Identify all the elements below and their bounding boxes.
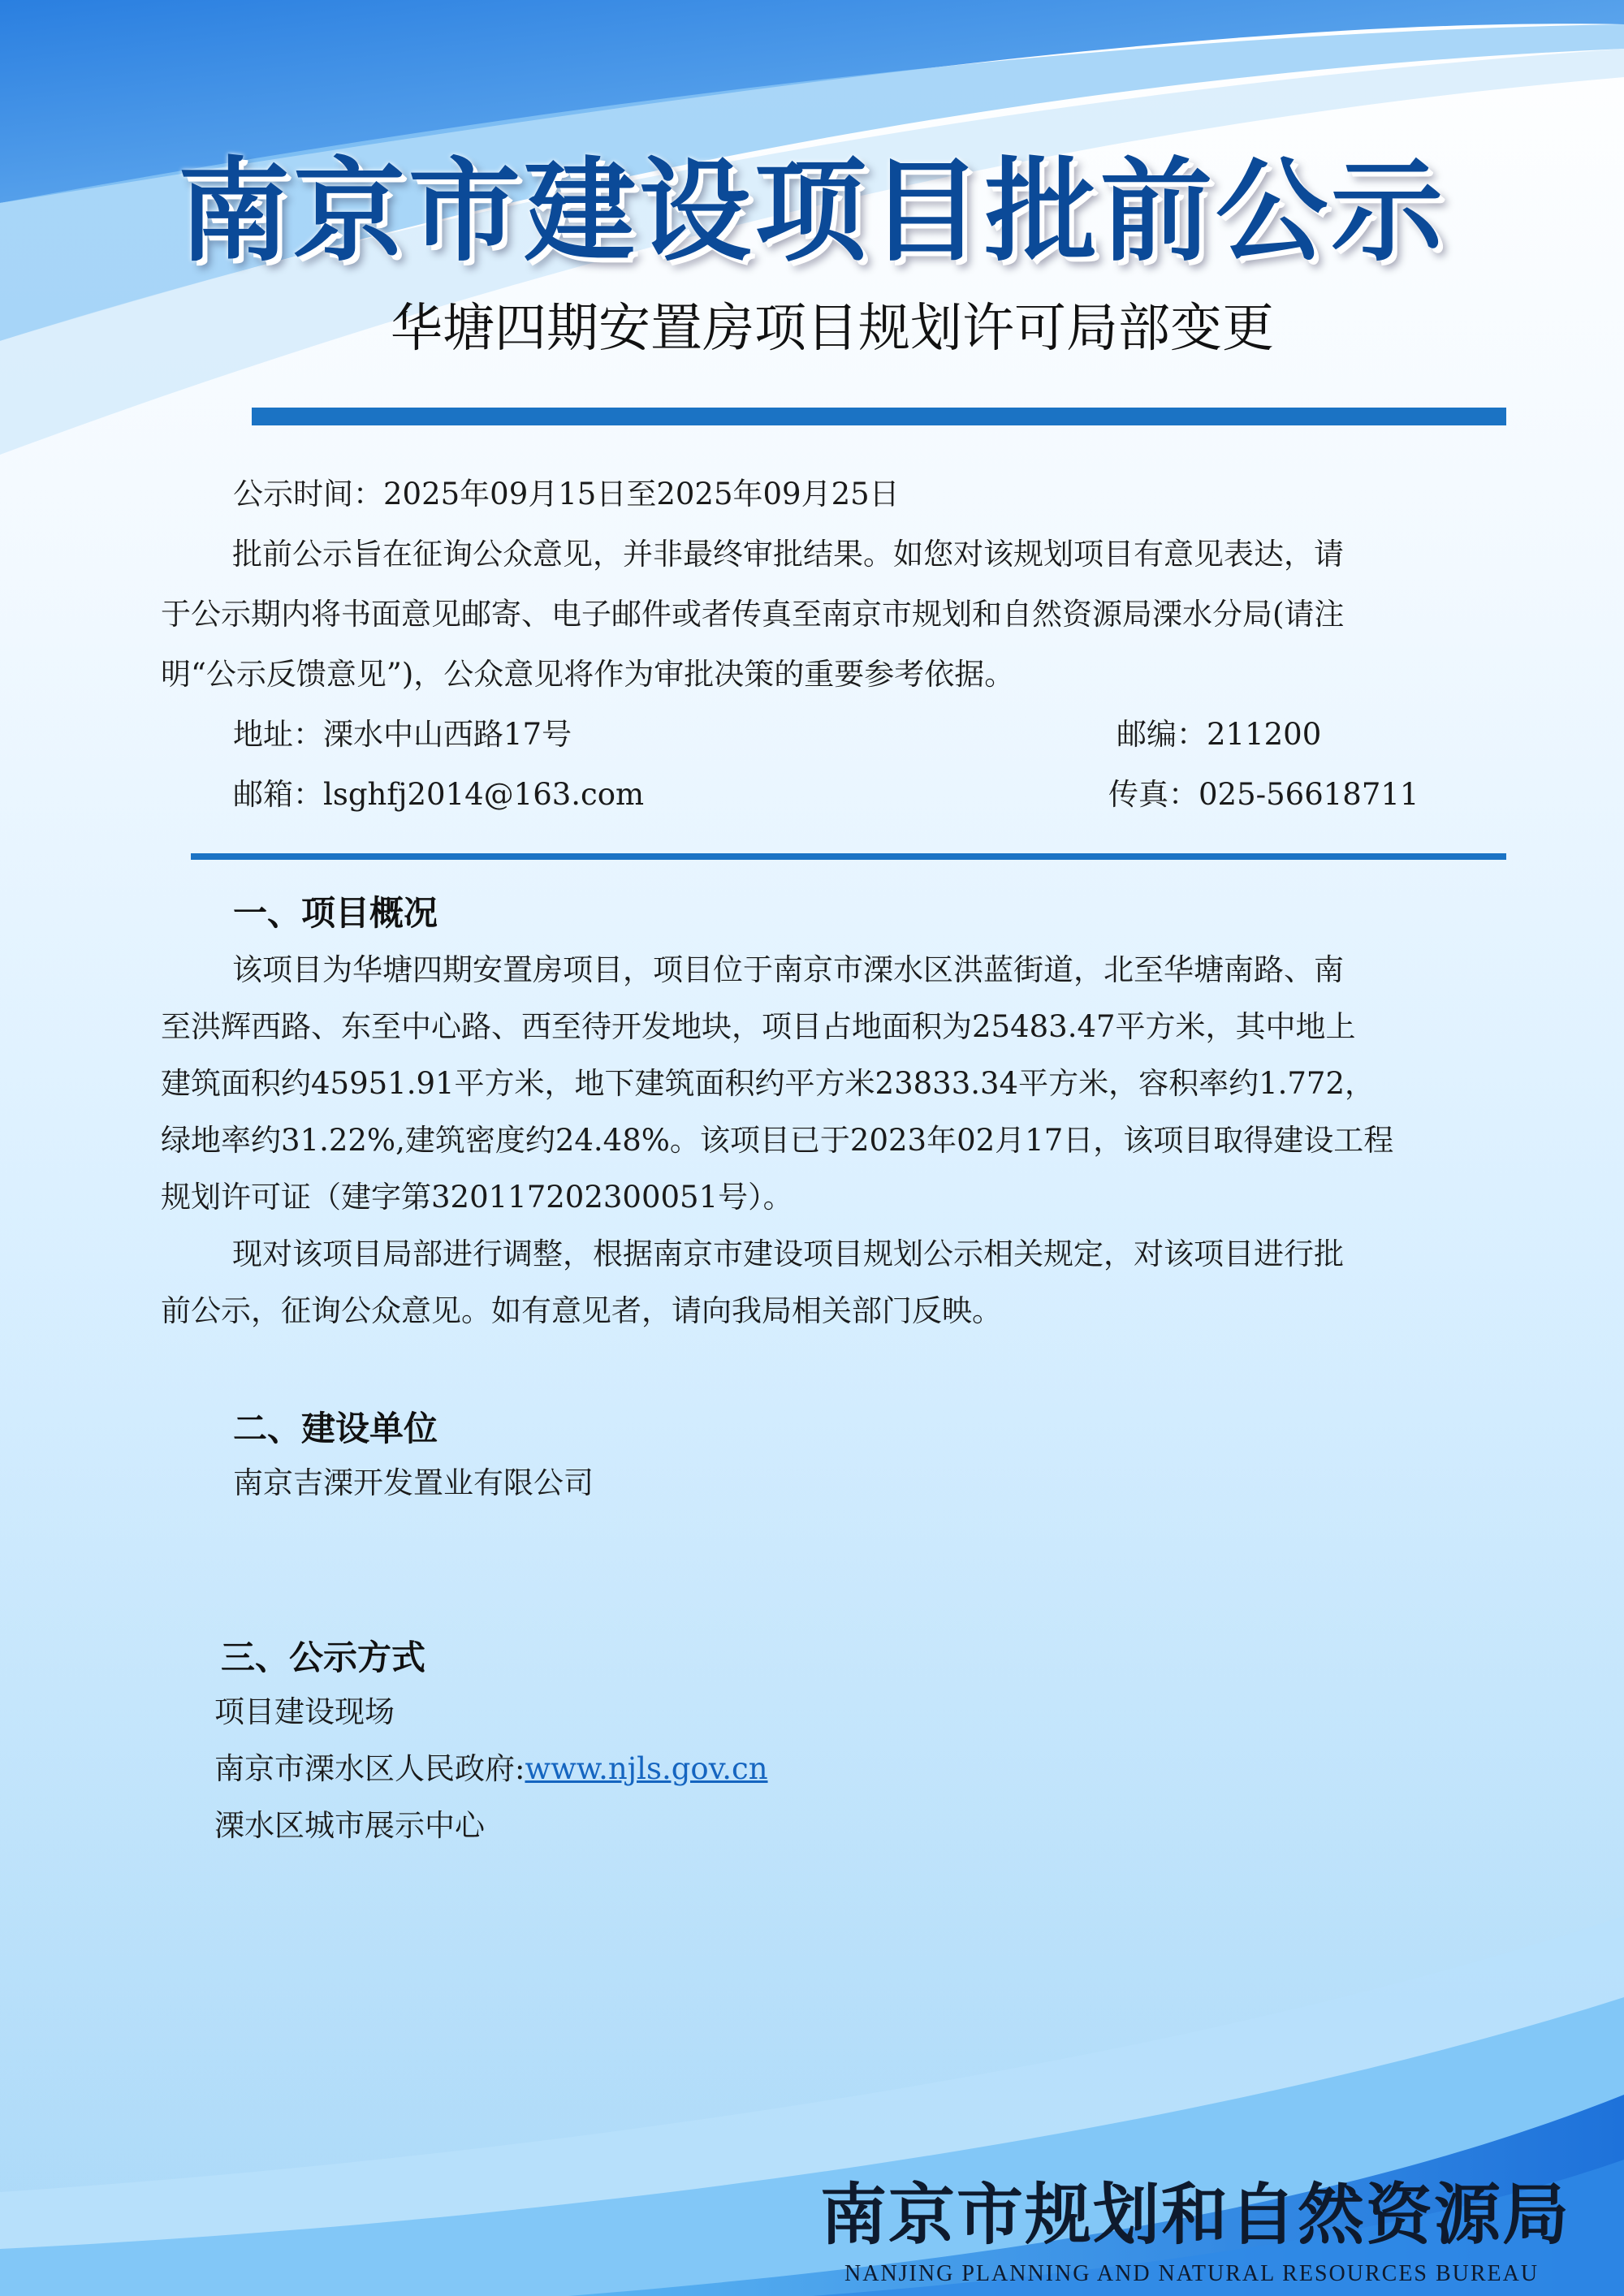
section2-company: 南京吉溧开发置业有限公司 — [233, 1465, 594, 1500]
notice-intro-line-3: 明“公示反馈意见”)，公众意见将作为审批决策的重要参考依据。 — [161, 657, 1015, 692]
section-divider — [191, 853, 1506, 860]
notice-postcode: 邮编：211200 — [1116, 717, 1322, 752]
section1-heading: 一、项目概况 — [233, 893, 438, 933]
section1-para2-line-1: 现对该项目局部进行调整，根据南京市建设项目规划公示相关规定，对该项目进行批 — [232, 1236, 1344, 1271]
page-title: 南京市建设项目批前公示 — [177, 145, 1446, 277]
section3-item-site: 项目建设现场 — [214, 1694, 395, 1729]
section1-para1-line-1: 该项目为华塘四期安置房项目，项目位于南京市溧水区洪蓝街道，北至华塘南路、南 — [232, 952, 1344, 987]
page-subtitle: 华塘四期安置房项目规划许可局部变更 — [391, 299, 1274, 359]
header-divider — [252, 408, 1506, 425]
section3-item-exhibition: 溧水区城市展示中心 — [214, 1808, 485, 1843]
section1-para2-line-2: 前公示，征询公众意见。如有意见者，请向我局相关部门反映。 — [161, 1293, 1002, 1328]
section3-heading: 三、公示方式 — [221, 1638, 426, 1677]
notice-email: 邮箱：lsghfj2014@163.com — [233, 777, 645, 812]
notice-address: 地址：溧水中山西路17号 — [233, 717, 572, 752]
notice-intro-line-1: 批前公示旨在征询公众意见，并非最终审批结果。如您对该规划项目有意见表达，请 — [232, 537, 1344, 572]
section1-para1-line-2: 至洪辉西路、东至中心路、西至待开发地块，项目占地面积为25483.47平方米，其中地上 — [161, 1009, 1356, 1044]
section1-para1-line-3: 建筑面积约45951.91平方米，地下建筑面积约平方米23833.34平方米，容积率约1.772， — [161, 1066, 1376, 1101]
government-website-link[interactable]: www.njls.gov.cn — [525, 1751, 768, 1786]
section3-website-label: 南京市溧水区人民政府: — [214, 1751, 525, 1786]
notice-fax: 传真：025-56618711 — [1108, 777, 1419, 812]
section1-para1-line-4: 绿地率约31.22%,建筑密度约24.48%。该项目已于2023年02月17日，该项目取得建设工程 — [161, 1123, 1394, 1158]
section1-para1-line-5: 规划许可证（建字第320117202300051号）。 — [161, 1180, 793, 1215]
footer-org-name: 南京市规划和自然资源局 — [820, 2176, 1571, 2254]
footer-org-name-en: NANJING PLANNING AND NATURAL RESOURCES BUREAU — [844, 2261, 1540, 2286]
notice-intro-line-2: 于公示期内将书面意见邮寄、电子邮件或者传真至南京市规划和自然资源局溧水分局(请注 — [161, 597, 1345, 632]
notice-period: 公示时间：2025年09月15日至2025年09月25日 — [233, 477, 900, 511]
section2-heading: 二、建设单位 — [233, 1409, 438, 1448]
section3-item-website — [214, 1739, 768, 1799]
